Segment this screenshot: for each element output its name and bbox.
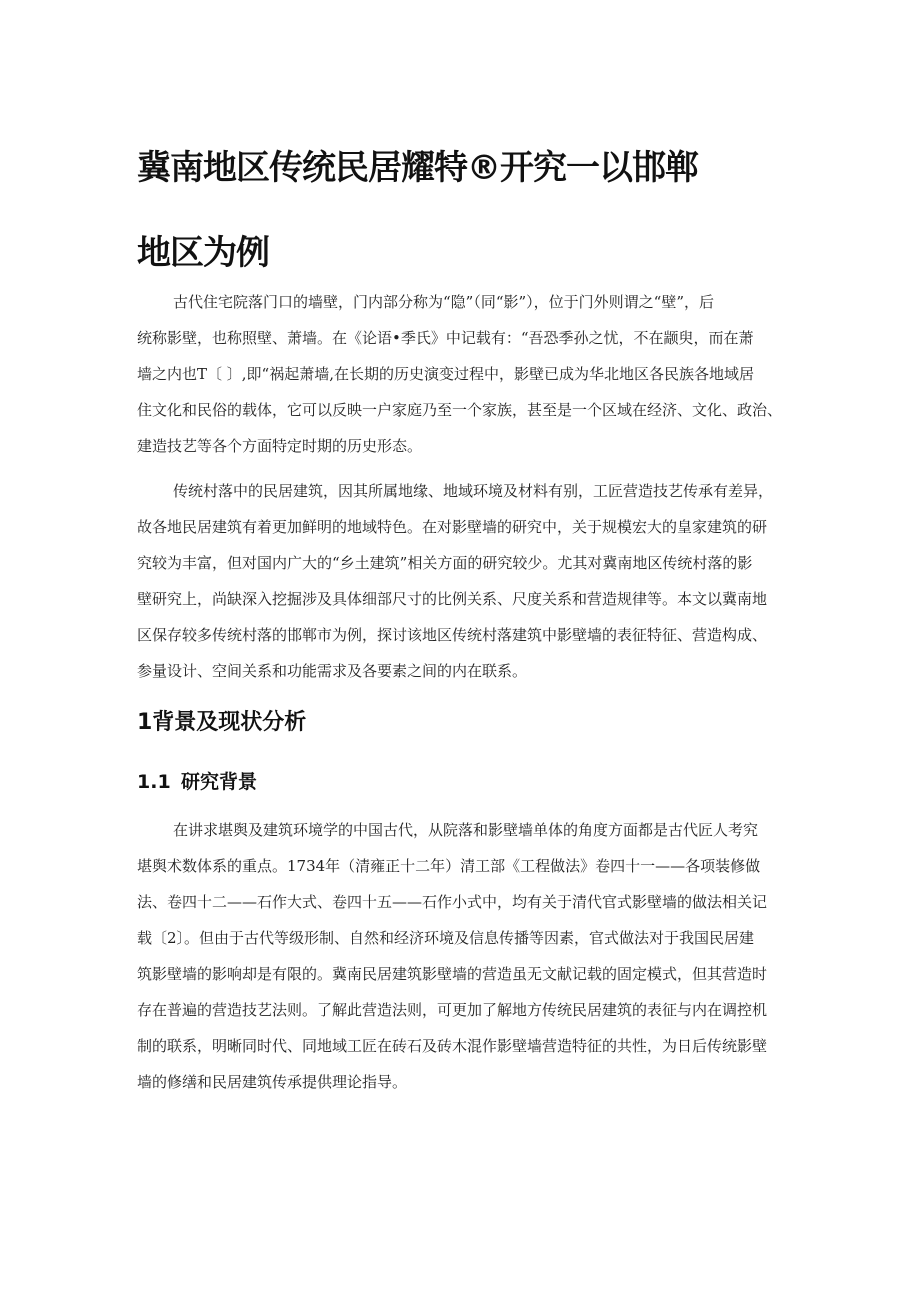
paragraph-line: 统称影壁，也称照壁、萧墙。在《论语•季氏》中记载有：“吾恐季孙之忧，不在颛臾，而在萧 xyxy=(137,329,754,347)
subsection-number: 1.1 xyxy=(137,771,171,793)
paragraph-line: 法、卷四十二——石作大式、卷四十五——石作小式中，均有关于清代官式影壁墙的做法相关记 xyxy=(137,893,768,911)
paragraph-intro-2 xyxy=(137,473,793,689)
paragraph-line: 壁研究上，尚缺深入挖掘涉及具体细部尺寸的比例关系、尺度关系和营造规律等。本文以冀南地 xyxy=(137,590,768,608)
paragraph-line: 究较为丰富，但对国内广大的“乡土建筑”相关方面的研究较少。尤其对冀南地区传统村落的影 xyxy=(137,554,753,572)
paragraph-line: 堪舆术数体系的重点。1734年（清雍正十二年）清工部《工程做法》卷四十一——各项装修做 xyxy=(137,857,761,875)
title-line-1: 冀南地区传统民居耀特®开究一以邯郸 xyxy=(137,148,698,188)
paragraph-line: 故各地民居建筑有着更加鲜明的地域特色。在对影壁墙的研究中，关于规模宏大的皇家建筑的研 xyxy=(137,518,768,536)
subsection-heading xyxy=(137,767,257,794)
paragraph-line: 墙之内也T〔 〕,即“祸起萧墙,在长期的历史演变过程中，影壁已成为华北地区各民族各地域居 xyxy=(137,365,754,383)
paragraph-line: 在讲求堪舆及建筑环境学的中国古代，从院落和影壁墙单体的角度方面都是古代匠人考究 xyxy=(173,821,759,839)
paragraph-background xyxy=(137,812,793,1100)
paragraph-line: 存在普遍的营造技艺法则。了解此营造法则，可更加了解地方传统民居建筑的表征与内在调控机 xyxy=(137,1001,768,1019)
subsection-title: 研究背景 xyxy=(181,771,258,793)
title-line-2: 地区为例 xyxy=(137,233,269,273)
paragraph-line: 载〔2〕。但由于古代等级形制、自然和经济环境及信息传播等因素，官式做法对于我国民居建 xyxy=(137,929,755,947)
paragraph-line: 制的联系，明晰同时代、同地域工匠在砖石及砖木混作影壁墙营造特征的共性，为日后传统影壁 xyxy=(137,1037,768,1055)
paragraph-line: 筑影壁墙的影响却是有限的。冀南民居建筑影壁墙的营造虽无文献记载的固定模式，但其营造时 xyxy=(137,965,768,983)
paragraph-intro-1 xyxy=(137,284,793,464)
paragraph-line: 古代住宅院落门口的墙壁，门内部分称为“隐”（同“影”），位于门外则谓之“壁”，后 xyxy=(173,293,715,311)
paragraph-line: 建造技艺等各个方面特定时期的历史形态。 xyxy=(137,437,423,455)
paragraph-line: 参量设计、空间关系和功能需求及各要素之间的内在联系。 xyxy=(137,662,528,680)
section-heading: 1背景及现状分析 xyxy=(137,710,307,735)
paragraph-line: 区保存较多传统村落的邯郸市为例，探讨该地区传统村落建筑中影壁墙的表征特征、营造构成、 xyxy=(137,626,768,644)
paragraph-line: 墙的修缮和民居建筑传承提供理论指导。 xyxy=(137,1073,408,1091)
paragraph-line: 住文化和民俗的载体，它可以反映一户家庭乃至一个家族，甚至是一个区域在经济、文化、政治、 xyxy=(137,401,783,419)
paragraph-line: 传统村落中的民居建筑，因其所属地缘、地域环境及材料有别，工匠营造技艺传承有差异， xyxy=(173,482,774,500)
